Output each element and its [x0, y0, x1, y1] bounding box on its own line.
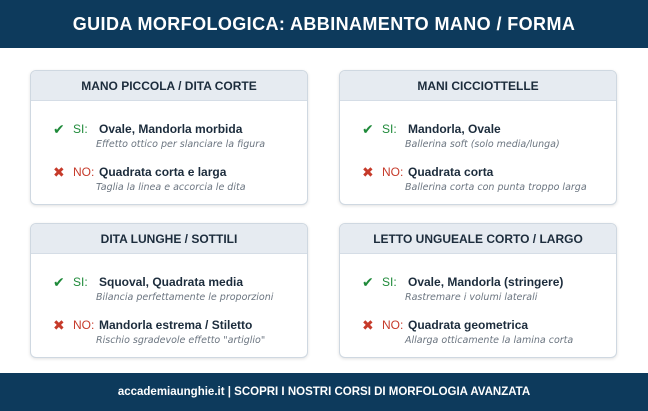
yes-note: Rastremare i volumi laterali — [405, 292, 538, 303]
check-icon: ✔ — [53, 121, 65, 137]
card-header — [31, 71, 307, 101]
yes-row — [362, 274, 606, 303]
cross-icon: ✖ — [53, 317, 65, 333]
card-title: MANO PICCOLA / DITA CORTE — [81, 78, 257, 93]
no-note: Taglia la linea e accorcia le dita — [96, 182, 246, 193]
card-title: MANI CICCIOTTELLE — [417, 78, 539, 93]
check-icon: ✔ — [362, 121, 374, 137]
cross-icon: ✖ — [362, 164, 374, 180]
card-title: DITA LUNGHE / SOTTILI — [100, 231, 238, 246]
no-shape: Quadrata corta — [408, 165, 494, 179]
no-label: NO: — [382, 165, 404, 179]
no-label: NO: — [73, 165, 95, 179]
no-row — [362, 164, 606, 193]
card-header — [340, 224, 616, 254]
yes-label: SI: — [382, 275, 397, 289]
no-row — [53, 164, 297, 193]
card-short-nail-bed — [339, 223, 617, 358]
no-shape: Quadrata corta e larga — [99, 165, 227, 179]
no-label: NO: — [73, 318, 95, 332]
page-header — [0, 0, 648, 48]
card-long-fingers — [30, 223, 308, 358]
card-title: LETTO UNGUEALE CORTO / LARGO — [373, 231, 583, 246]
no-shape: Mandorla estrema / Stiletto — [99, 318, 253, 332]
yes-row — [53, 121, 297, 150]
no-row — [53, 317, 297, 346]
card-chubby-hands — [339, 70, 617, 205]
yes-label: SI: — [382, 122, 397, 136]
yes-shape: Ovale, Mandorla (stringere) — [408, 275, 564, 289]
no-row — [362, 317, 606, 346]
page-title: GUIDA MORFOLOGICA: ABBINAMENTO MANO / FORMA — [72, 13, 576, 34]
card-small-hand — [30, 70, 308, 205]
check-icon: ✔ — [53, 274, 65, 290]
check-icon: ✔ — [362, 274, 374, 290]
card-header — [340, 71, 616, 101]
yes-row — [53, 274, 297, 303]
no-note: Allarga otticamente la lamina corta — [405, 335, 574, 346]
cross-icon: ✖ — [362, 317, 374, 333]
yes-shape: Squoval, Quadrata media — [99, 275, 244, 289]
yes-note: Ballerina soft (solo media/lunga) — [405, 139, 560, 150]
yes-shape: Ovale, Mandorla morbida — [99, 122, 243, 136]
no-label: NO: — [382, 318, 404, 332]
card-header — [31, 224, 307, 254]
footer-cta[interactable]: accademiaunghie.it | SCOPRI I NOSTRI CORSI DI MORFOLOGIA AVANZATA — [117, 386, 531, 398]
page-footer — [0, 373, 648, 411]
no-note: Rischio sgradevole effetto "artiglio" — [96, 335, 266, 346]
yes-label: SI: — [73, 275, 88, 289]
yes-shape: Mandorla, Ovale — [408, 122, 501, 136]
yes-label: SI: — [73, 122, 88, 136]
no-shape: Quadrata geometrica — [408, 318, 529, 332]
cross-icon: ✖ — [53, 164, 65, 180]
yes-row — [362, 121, 606, 150]
no-note: Ballerina corta con punta troppo larga — [405, 182, 587, 193]
yes-note: Bilancia perfettamente le proporzioni — [96, 292, 274, 303]
yes-note: Effetto ottico per slanciare la figura — [96, 139, 266, 150]
